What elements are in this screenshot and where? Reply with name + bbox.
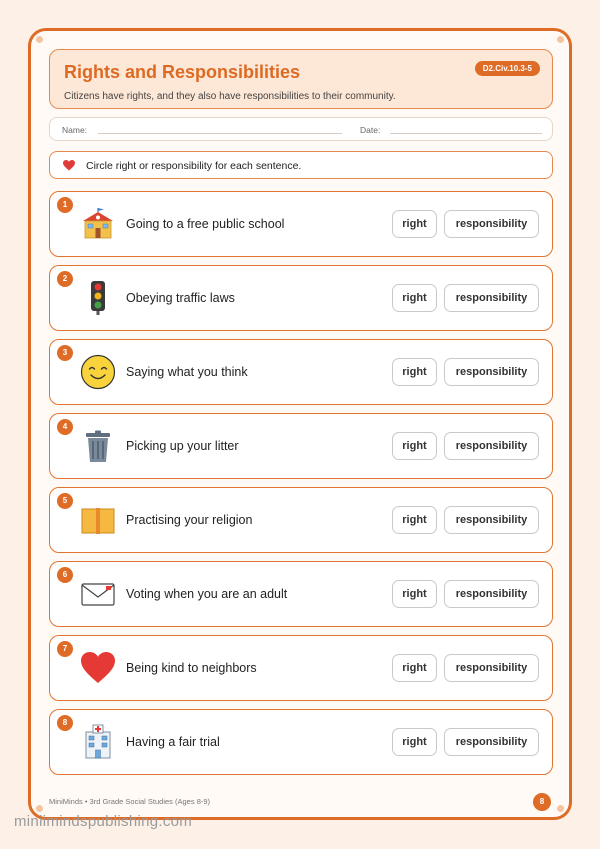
responsibility-option[interactable]: responsibility bbox=[444, 432, 539, 460]
item-number: 1 bbox=[57, 197, 73, 213]
item-number: 6 bbox=[57, 567, 73, 583]
list-item bbox=[49, 413, 553, 479]
name-field[interactable] bbox=[98, 133, 342, 134]
worksheet-header bbox=[49, 49, 553, 109]
standard-badge: D2.Civ.10.3-5 bbox=[475, 61, 540, 76]
heart-icon bbox=[80, 650, 116, 686]
right-option[interactable]: right bbox=[392, 506, 437, 534]
school-icon bbox=[80, 206, 116, 242]
smiley-icon bbox=[80, 354, 116, 390]
right-option[interactable]: right bbox=[392, 210, 437, 238]
item-number: 3 bbox=[57, 345, 73, 361]
right-option[interactable]: right bbox=[392, 728, 437, 756]
right-option[interactable]: right bbox=[392, 432, 437, 460]
item-sentence: Voting when you are an adult bbox=[126, 587, 288, 601]
list-item bbox=[49, 561, 553, 627]
name-label: Name: bbox=[62, 125, 88, 135]
right-option[interactable]: right bbox=[392, 654, 437, 682]
corner-dot bbox=[557, 805, 564, 812]
item-number: 5 bbox=[57, 493, 73, 509]
page-number: 8 bbox=[533, 793, 551, 811]
list-item bbox=[49, 265, 553, 331]
item-sentence: Picking up your litter bbox=[126, 439, 239, 453]
envelope-icon bbox=[80, 576, 116, 612]
item-sentence: Having a fair trial bbox=[126, 735, 220, 749]
worksheet-page bbox=[28, 28, 572, 820]
item-number: 4 bbox=[57, 419, 73, 435]
item-number: 8 bbox=[57, 715, 73, 731]
responsibility-option[interactable]: responsibility bbox=[444, 358, 539, 386]
hospital-icon bbox=[80, 724, 116, 760]
list-item bbox=[49, 635, 553, 701]
item-number: 7 bbox=[57, 641, 73, 657]
responsibility-option[interactable]: responsibility bbox=[444, 284, 539, 312]
item-number: 2 bbox=[57, 271, 73, 287]
corner-dot bbox=[36, 805, 43, 812]
item-sentence: Obeying traffic laws bbox=[126, 291, 235, 305]
footer-text: MiniMinds • 3rd Grade Social Studies (Ages 8-9) bbox=[49, 797, 211, 806]
watermark: miniimindspublishing.com bbox=[14, 813, 193, 830]
right-option[interactable]: right bbox=[392, 580, 437, 608]
item-sentence: Saying what you think bbox=[126, 365, 248, 379]
right-option[interactable]: right bbox=[392, 284, 437, 312]
corner-dot bbox=[557, 36, 564, 43]
trash-can-icon bbox=[80, 428, 116, 464]
responsibility-option[interactable]: responsibility bbox=[444, 654, 539, 682]
item-sentence: Going to a free public school bbox=[126, 217, 285, 231]
responsibility-option[interactable]: responsibility bbox=[444, 580, 539, 608]
right-option[interactable]: right bbox=[392, 358, 437, 386]
instruction-box bbox=[49, 151, 553, 179]
responsibility-option[interactable]: responsibility bbox=[444, 506, 539, 534]
name-date-bar bbox=[49, 117, 553, 141]
traffic-light-icon bbox=[80, 280, 116, 316]
responsibility-option[interactable]: responsibility bbox=[444, 728, 539, 756]
item-sentence: Being kind to neighbors bbox=[126, 661, 257, 675]
corner-dot bbox=[36, 36, 43, 43]
item-sentence: Practising your religion bbox=[126, 513, 253, 527]
heart-icon bbox=[63, 160, 75, 171]
list-item bbox=[49, 709, 553, 775]
page-subtitle: Citizens have rights, and they also have responsibilities to their community. bbox=[64, 91, 396, 102]
list-item bbox=[49, 487, 553, 553]
date-label: Date: bbox=[360, 125, 381, 135]
list-item bbox=[49, 191, 553, 257]
page-title: Rights and Responsibilities bbox=[64, 62, 301, 82]
date-field[interactable] bbox=[390, 133, 542, 134]
instruction-text: Circle right or responsibility for each sentence. bbox=[86, 160, 302, 172]
responsibility-option[interactable]: responsibility bbox=[444, 210, 539, 238]
list-item bbox=[49, 339, 553, 405]
open-book-icon bbox=[80, 502, 116, 538]
